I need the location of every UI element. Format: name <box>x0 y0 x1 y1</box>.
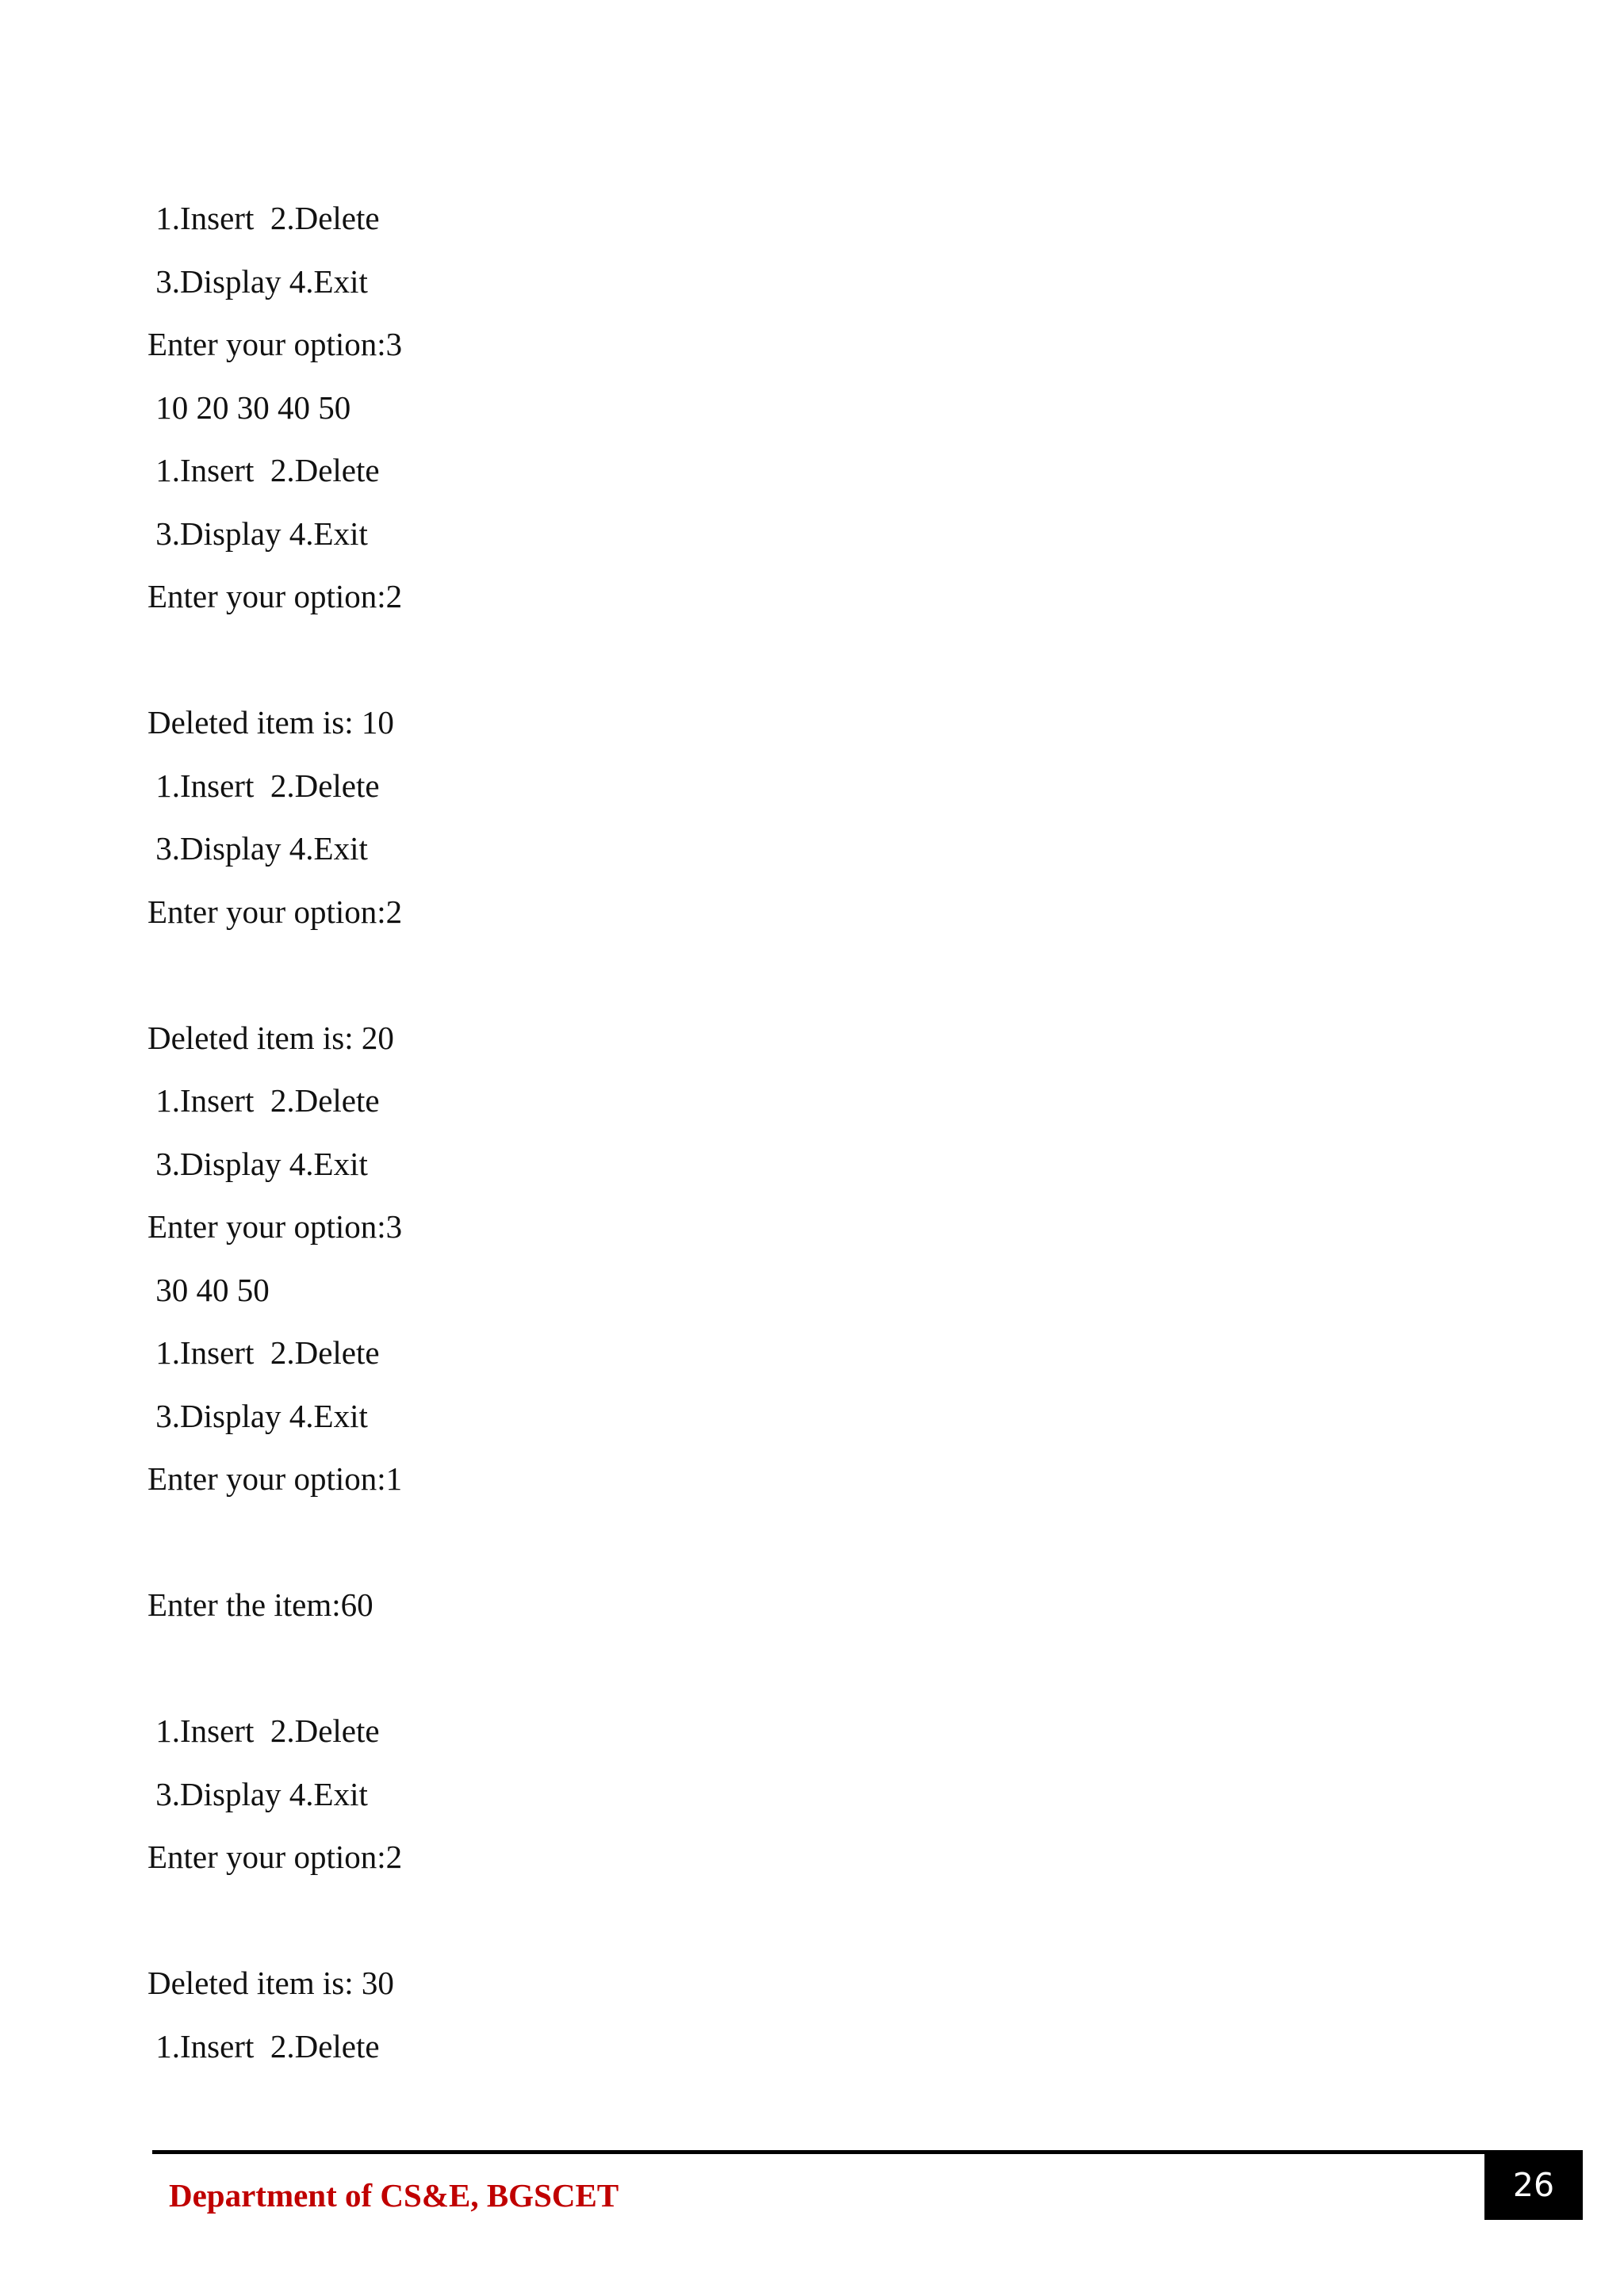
blank-line <box>147 632 1099 695</box>
output-line: Enter your option:1 <box>147 1460 403 1497</box>
output-line: 10 20 30 40 50 <box>147 388 351 426</box>
output-line: 3.Display 4.Exit <box>147 515 368 552</box>
output-line: Enter the item:60 <box>147 1586 373 1623</box>
output-line: 3.Display 4.Exit <box>147 1145 368 1182</box>
output-line: 1.Insert 2.Delete <box>147 452 380 488</box>
output-line: 1.Insert 2.Delete <box>147 2027 380 2064</box>
page-number: 26 <box>1512 2166 1555 2204</box>
output-line: Enter your option:2 <box>147 1839 403 1875</box>
output-line: 1.Insert 2.Delete <box>147 1712 380 1749</box>
output-line: Enter your option:3 <box>147 326 403 362</box>
output-line: Deleted item is: 10 <box>147 704 394 740</box>
footer-department: Department of CS&E, BGSCET <box>169 2177 619 2214</box>
output-line: 3.Display 4.Exit <box>147 830 368 867</box>
output-line: Deleted item is: 20 <box>147 1019 394 1056</box>
blank-line <box>147 1892 1099 1956</box>
page-number-badge <box>1484 2150 1583 2220</box>
output-line: 1.Insert 2.Delete <box>147 767 380 804</box>
output-line: Deleted item is: 30 <box>147 1965 394 2001</box>
output-line: 3.Display 4.Exit <box>147 1775 368 1812</box>
blank-line <box>147 1514 1099 1578</box>
blank-line <box>147 947 1099 1010</box>
output-line: 1.Insert 2.Delete <box>147 200 380 236</box>
footer-divider <box>152 2150 1484 2154</box>
output-line: 3.Display 4.Exit <box>147 262 368 300</box>
output-line: Enter your option:3 <box>147 1208 403 1245</box>
output-line: 3.Display 4.Exit <box>147 1397 368 1434</box>
output-line: Enter your option:2 <box>147 893 403 930</box>
output-line: 30 40 50 <box>147 1271 270 1308</box>
blank-line <box>147 1640 1099 1704</box>
output-line: 1.Insert 2.Delete <box>147 1334 380 1371</box>
output-line: 1.Insert 2.Delete <box>147 1082 380 1119</box>
output-line: Enter your option:2 <box>147 578 403 614</box>
program-output <box>147 190 1099 2081</box>
